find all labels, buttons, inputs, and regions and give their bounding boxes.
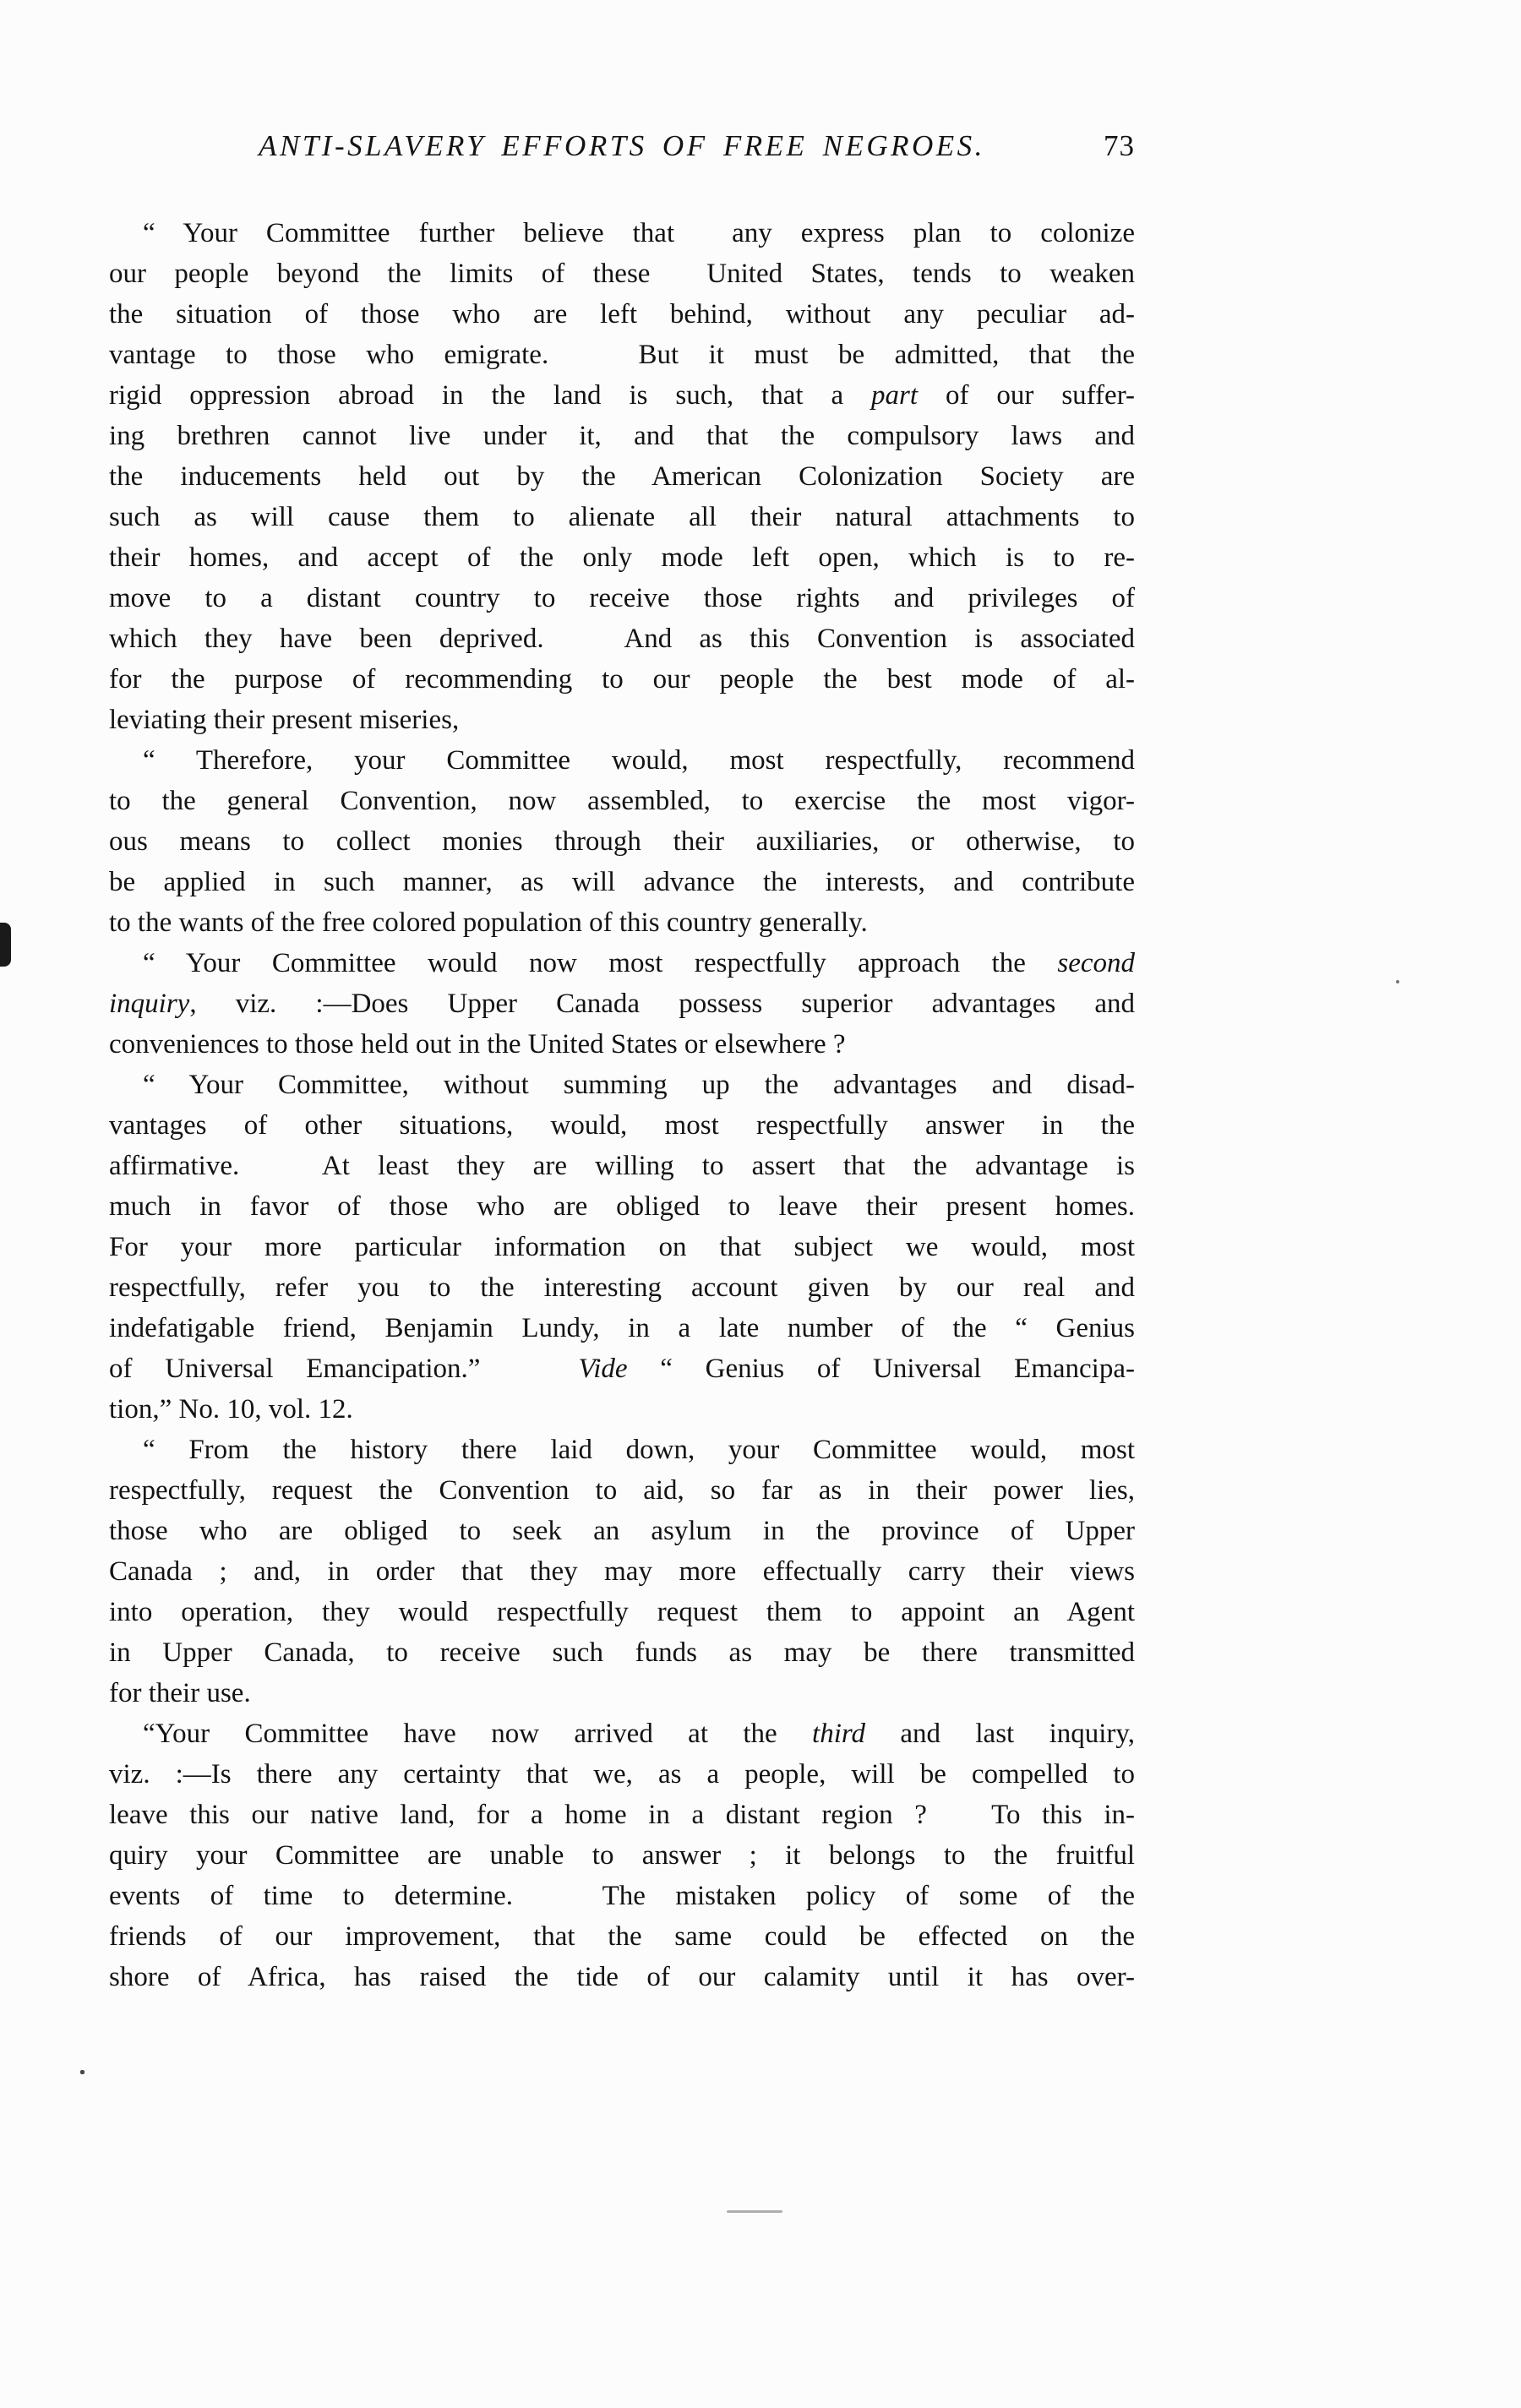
text-line: those who are obliged to seek an asylum in the province of Upper (109, 1516, 1135, 1546)
text-line: quiry your Committee are unable to answer ; it belongs to the fruitful (109, 1840, 1135, 1871)
text-line: of Universal Emancipation.” Vide “ Genius of Universal Emancipa- (109, 1354, 1135, 1384)
text-line: For your more particular information on that subject we would, most (109, 1232, 1135, 1262)
text-block (109, 127, 1135, 1997)
text-line: ing brethren cannot live under it, and that the compulsory laws and (109, 421, 1135, 451)
paragraph (109, 1430, 1135, 1713)
text-line: into operation, they would respectfully request them to appoint an Agent (109, 1597, 1135, 1627)
text-line: leviating their present miseries, (109, 705, 460, 735)
text-line: vantages of other situations, would, most respectfully answer in the (109, 1110, 1135, 1141)
paragraph (109, 213, 1135, 740)
text-line: much in favor of those who are obliged to leave their present homes. (109, 1191, 1135, 1222)
text-line: the inducements held out by the American Colonization Society are (109, 461, 1135, 492)
text-line: for their use. (109, 1678, 251, 1708)
text-line: inquiry, viz. :—Does Upper Canada possess superior advantages and (109, 989, 1135, 1019)
text-line: vantage to those who emigrate. But it must be admitted, that the (109, 340, 1135, 370)
text-line: respectfully, refer you to the interesting account given by our real and (109, 1272, 1135, 1303)
paragraph (109, 1065, 1135, 1430)
text-line: ous means to collect monies through their auxiliaries, or otherwise, to (109, 826, 1135, 857)
text-line: “ Therefore, your Committee would, most respectfully, recommend (143, 745, 1135, 776)
text-line: the situation of those who are left behind, without any peculiar ad- (109, 299, 1135, 330)
body-text (109, 213, 1135, 1997)
text-line: to the wants of the free colored population of this country generally. (109, 907, 868, 938)
text-line: tion,” No. 10, vol. 12. (109, 1394, 353, 1425)
text-line: rigid oppression abroad in the land is such, that a part of our suffer- (109, 380, 1136, 411)
paragraph (109, 1713, 1135, 1997)
text-line: Canada ; and, in order that they may more effectually carry their views (109, 1556, 1135, 1587)
running-head-title: ANTI-SLAVERY EFFORTS OF FREE NEGROES. (259, 129, 985, 162)
text-line: “Your Committee have now arrived at the third and last inquiry, (143, 1719, 1136, 1749)
text-line: “ Your Committee would now most respectfully approach the second (143, 948, 1135, 978)
text-line: leave this our native land, for a home in a distant region ? To this in- (109, 1800, 1135, 1830)
text-line: in Upper Canada, to receive such funds as may be there transmitted (109, 1637, 1135, 1668)
text-line: respectfully, request the Convention to aid, so far as in their power lies, (109, 1475, 1135, 1506)
text-line: be applied in such manner, as will advance the interests, and contribute (109, 867, 1135, 897)
scan-artifact (80, 2070, 84, 2074)
scan-artifact (0, 923, 11, 967)
text-line: our people beyond the limits of these United States, tends to weaken (109, 259, 1135, 289)
running-head (109, 127, 1135, 166)
text-line: affirmative. At least they are willing to assert that the advantage is (109, 1151, 1135, 1181)
text-line: move to a distant country to receive those rights and privileges of (109, 583, 1135, 613)
text-line: “ Your Committee further believe that any express plan to colonize (143, 218, 1135, 248)
text-line: indefatigable friend, Benjamin Lundy, in a late number of the “ Genius (109, 1313, 1135, 1343)
text-line: shore of Africa, has raised the tide of our calamity until it has over- (109, 1962, 1135, 1992)
text-line: “ Your Committee, without summing up the advantages and disad- (143, 1070, 1135, 1100)
text-line: which they have been deprived. And as this Convention is associated (109, 624, 1135, 654)
text-line: to the general Convention, now assembled, to exercise the most vigor- (109, 786, 1135, 816)
text-line: “ From the history there laid down, your Committee would, most (143, 1435, 1135, 1465)
paragraph (109, 740, 1135, 943)
page-number: 73 (1104, 129, 1135, 162)
text-line: such as will cause them to alienate all their natural attachments to (109, 502, 1135, 532)
text-line: for the purpose of recommending to our people the best mode of al- (109, 664, 1135, 695)
text-line: events of time to determine. The mistaken policy of some of the (109, 1881, 1135, 1911)
text-line: their homes, and accept of the only mode left open, which is to re- (109, 542, 1135, 573)
scan-artifact (727, 2210, 782, 2213)
text-line: friends of our improvement, that the same could be effected on the (109, 1921, 1135, 1952)
text-line: viz. :—Is there any certainty that we, as a people, will be compelled to (109, 1759, 1135, 1790)
scan-artifact (1396, 980, 1399, 983)
paragraph (109, 943, 1135, 1065)
text-line: conveniences to those held out in the United States or elsewhere ? (109, 1029, 846, 1060)
